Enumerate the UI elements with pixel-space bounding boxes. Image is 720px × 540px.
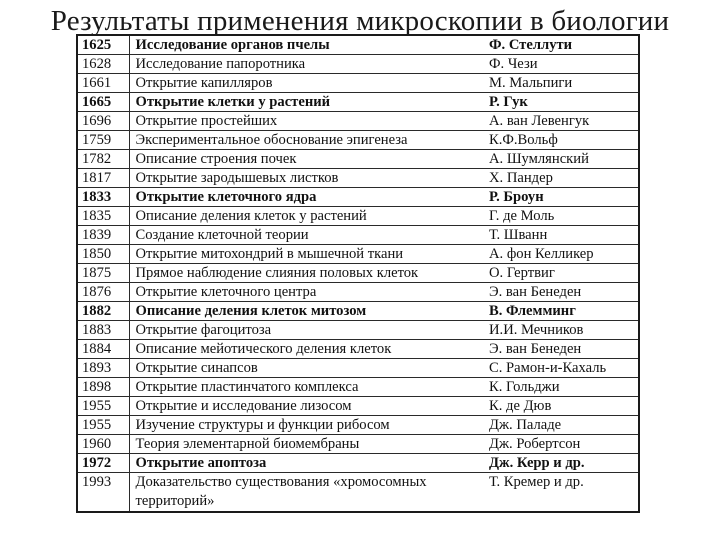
event-cell: Открытие пластинчатого комплекса (129, 378, 487, 397)
table-row (77, 226, 639, 245)
event-cell: Открытие митохондрий в мышечной ткани (129, 245, 487, 264)
year-cell: 1972 (77, 454, 129, 473)
table-row (77, 188, 639, 207)
event-cell: Прямое наблюдение слияния половых клеток (129, 264, 487, 283)
author-cell: Р. Броун (487, 188, 639, 207)
table-body (77, 35, 639, 512)
year-cell: 1759 (77, 131, 129, 150)
author-cell: Ф. Чези (487, 55, 639, 74)
table-row (77, 55, 639, 74)
author-cell: Дж. Паладе (487, 416, 639, 435)
year-cell: 1955 (77, 397, 129, 416)
year-cell: 1817 (77, 169, 129, 188)
event-cell: Описание мейотического деления клеток (129, 340, 487, 359)
table-row (77, 112, 639, 131)
year-cell: 1960 (77, 435, 129, 454)
author-cell: К.Ф.Вольф (487, 131, 639, 150)
year-cell: 1625 (77, 35, 129, 55)
event-cell: Описание деления клеток митозом (129, 302, 487, 321)
author-cell: Э. ван Бенеден (487, 340, 639, 359)
table-row (77, 416, 639, 435)
author-cell: Дж. Робертсон (487, 435, 639, 454)
table-row (77, 131, 639, 150)
event-cell: Открытие зародышевых листков (129, 169, 487, 188)
event-cell: Открытие простейших (129, 112, 487, 131)
table-row (77, 302, 639, 321)
table-row (77, 397, 639, 416)
author-cell: К. Гольджи (487, 378, 639, 397)
author-cell: Дж. Керр и др. (487, 454, 639, 473)
year-cell: 1661 (77, 74, 129, 93)
table-row (77, 378, 639, 397)
table-row (77, 473, 639, 513)
event-cell: Открытие клеточного ядра (129, 188, 487, 207)
year-cell: 1883 (77, 321, 129, 340)
event-cell: Открытие фагоцитоза (129, 321, 487, 340)
author-cell: Э. ван Бенеден (487, 283, 639, 302)
author-cell: К. де Дюв (487, 397, 639, 416)
year-cell: 1898 (77, 378, 129, 397)
table-row (77, 454, 639, 473)
year-cell: 1839 (77, 226, 129, 245)
event-cell: Открытие клеточного центра (129, 283, 487, 302)
year-cell: 1850 (77, 245, 129, 264)
year-cell: 1884 (77, 340, 129, 359)
table-row (77, 340, 639, 359)
event-cell: Экспериментальное обоснование эпигенеза (129, 131, 487, 150)
year-cell: 1882 (77, 302, 129, 321)
table-row (77, 359, 639, 378)
year-cell: 1833 (77, 188, 129, 207)
table-row (77, 321, 639, 340)
year-cell: 1628 (77, 55, 129, 74)
table-row (77, 264, 639, 283)
discoveries-table (76, 34, 640, 513)
author-cell: И.И. Мечников (487, 321, 639, 340)
event-cell: Исследование папоротника (129, 55, 487, 74)
author-cell: Т. Шванн (487, 226, 639, 245)
event-cell: Описание строения почек (129, 150, 487, 169)
author-cell: Ф. Стеллути (487, 35, 639, 55)
event-cell: Создание клеточной теории (129, 226, 487, 245)
slide-title: Результаты применения микроскопии в биологии (50, 5, 670, 37)
author-cell: М. Мальпиги (487, 74, 639, 93)
author-cell: А. Шумлянский (487, 150, 639, 169)
table-row (77, 283, 639, 302)
year-cell: 1665 (77, 93, 129, 112)
table-row (77, 74, 639, 93)
event-cell: Открытие капилляров (129, 74, 487, 93)
table-row (77, 207, 639, 226)
author-cell: А. фон Келликер (487, 245, 639, 264)
author-cell: В. Флемминг (487, 302, 639, 321)
event-cell: Открытие клетки у растений (129, 93, 487, 112)
year-cell: 1876 (77, 283, 129, 302)
year-cell: 1893 (77, 359, 129, 378)
table-row (77, 150, 639, 169)
table-row (77, 169, 639, 188)
year-cell: 1875 (77, 264, 129, 283)
event-cell: Открытие апоптоза (129, 454, 487, 473)
event-cell: Теория элементарной биомембраны (129, 435, 487, 454)
event-cell: Открытие и исследование лизосом (129, 397, 487, 416)
author-cell: Р. Гук (487, 93, 639, 112)
year-cell: 1696 (77, 112, 129, 131)
event-cell: Исследование органов пчелы (129, 35, 487, 55)
author-cell: Т. Кремер и др. (487, 473, 639, 513)
author-cell: С. Рамон-и-Кахаль (487, 359, 639, 378)
author-cell: О. Гертвиг (487, 264, 639, 283)
event-cell: Изучение структуры и функции рибосом (129, 416, 487, 435)
year-cell: 1782 (77, 150, 129, 169)
table-row (77, 435, 639, 454)
author-cell: А. ван Левенгук (487, 112, 639, 131)
year-cell: 1955 (77, 416, 129, 435)
event-cell: Открытие синапсов (129, 359, 487, 378)
table-row (77, 245, 639, 264)
year-cell: 1993 (77, 473, 129, 513)
author-cell: Х. Пандер (487, 169, 639, 188)
table-row (77, 93, 639, 112)
event-cell: Доказательство существования «хромосомных территорий» (129, 473, 487, 513)
author-cell: Г. де Моль (487, 207, 639, 226)
event-cell: Описание деления клеток у растений (129, 207, 487, 226)
table-container (76, 34, 640, 513)
year-cell: 1835 (77, 207, 129, 226)
